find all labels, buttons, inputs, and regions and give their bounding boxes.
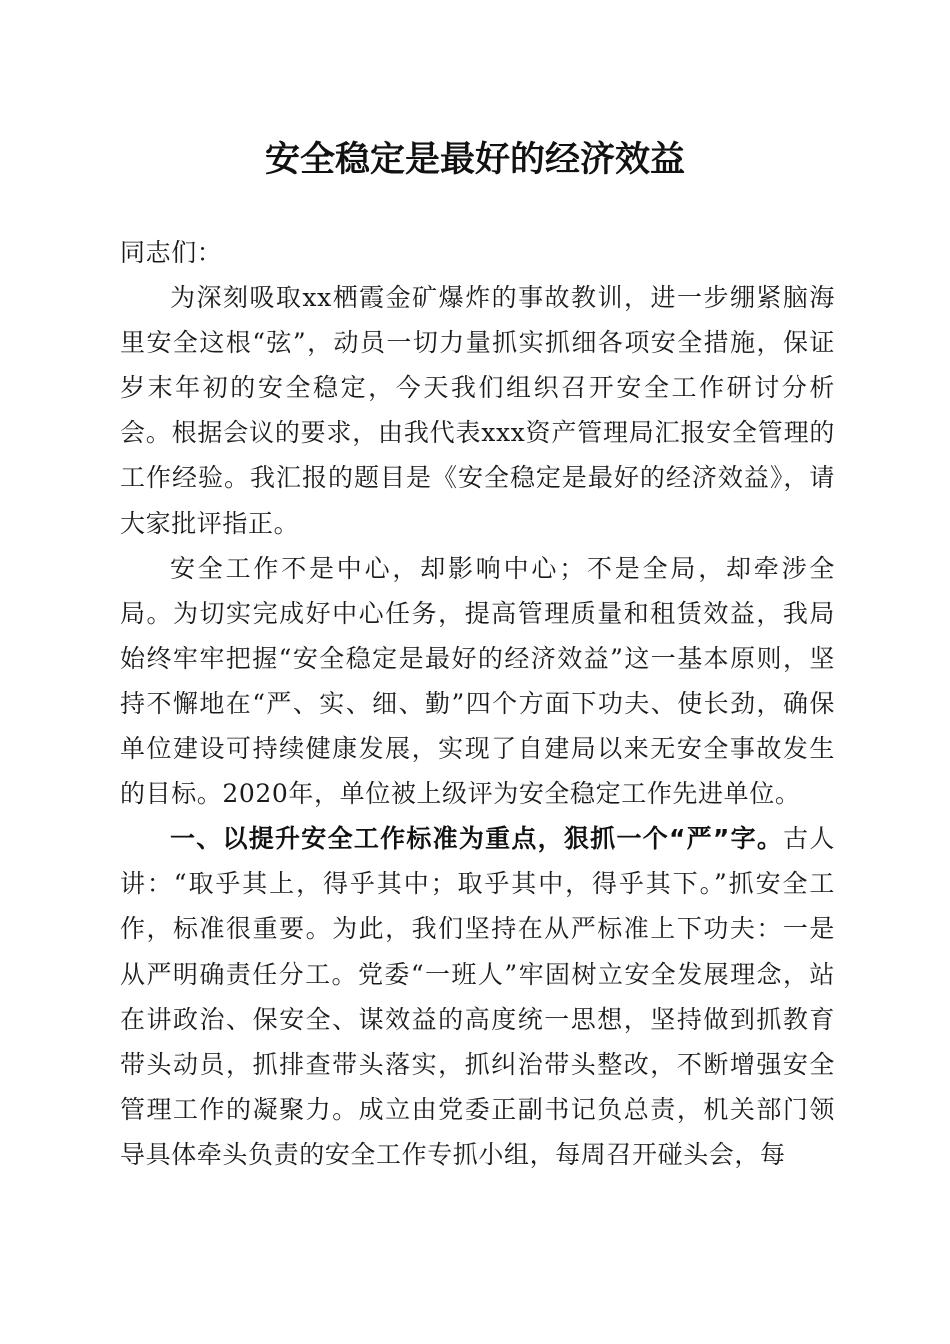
document-body [120,230,835,1177]
section-1-body: 古人讲：“取乎其上，得乎其中；取乎其中，得乎其下。”抓安全工作，标准很重要。为此，我们坚持在从严标准上下功夫：一是从严明确责任分工。党委“一班人”牢固树立安全发展理念，站在讲政治、保安全、谋效益的高度统一思想，坚持做到抓教育带头动员，抓排查带头落实，抓纠治带头整改，不断增强安全管理工作的凝聚力。成立由党委正副书记负总责，机关部门领导具体牵头负责的安全工作专抓小组，每周召开碰头会，每 [120,824,836,1169]
paragraph-intro: 为深刻吸取xx栖霞金矿爆炸的事故教训，进一步绷紧脑海里安全这根“弦”，动员一切力量抓实抓细各项安全措施，保证岁末年初的安全稳定，今天我们组织召开安全工作研讨分析会。根据会议的要求，由我代表xxx资产管理局汇报安全管理的工作经验。我汇报的题目是《安全稳定是最好的经济效益》，请大家批评指正。 [120,283,835,538]
paragraph-overview: 安全工作不是中心，却影响中心；不是全局，却牵涉全局。为切实完成好中心任务，提高管理质量和租赁效益，我局始终牢牢把握“安全稳定是最好的经济效益”这一基本原则，坚持不懈地在“严、实、细、勤”四个方面下功夫、使长劲，确保单位建设可持续健康发展，实现了自建局以来无安全事故发生的目标。2020年，单位被上级评为安全稳定工作先进单位。 [120,553,835,809]
section-1-heading: 一、以提升安全工作标准为重点，狠抓一个“严”字。 [170,824,784,854]
paragraph-section-1 [120,816,835,1177]
salutation: 同志们： [120,238,223,267]
document-title: 安全稳定是最好的经济效益 [264,139,685,180]
